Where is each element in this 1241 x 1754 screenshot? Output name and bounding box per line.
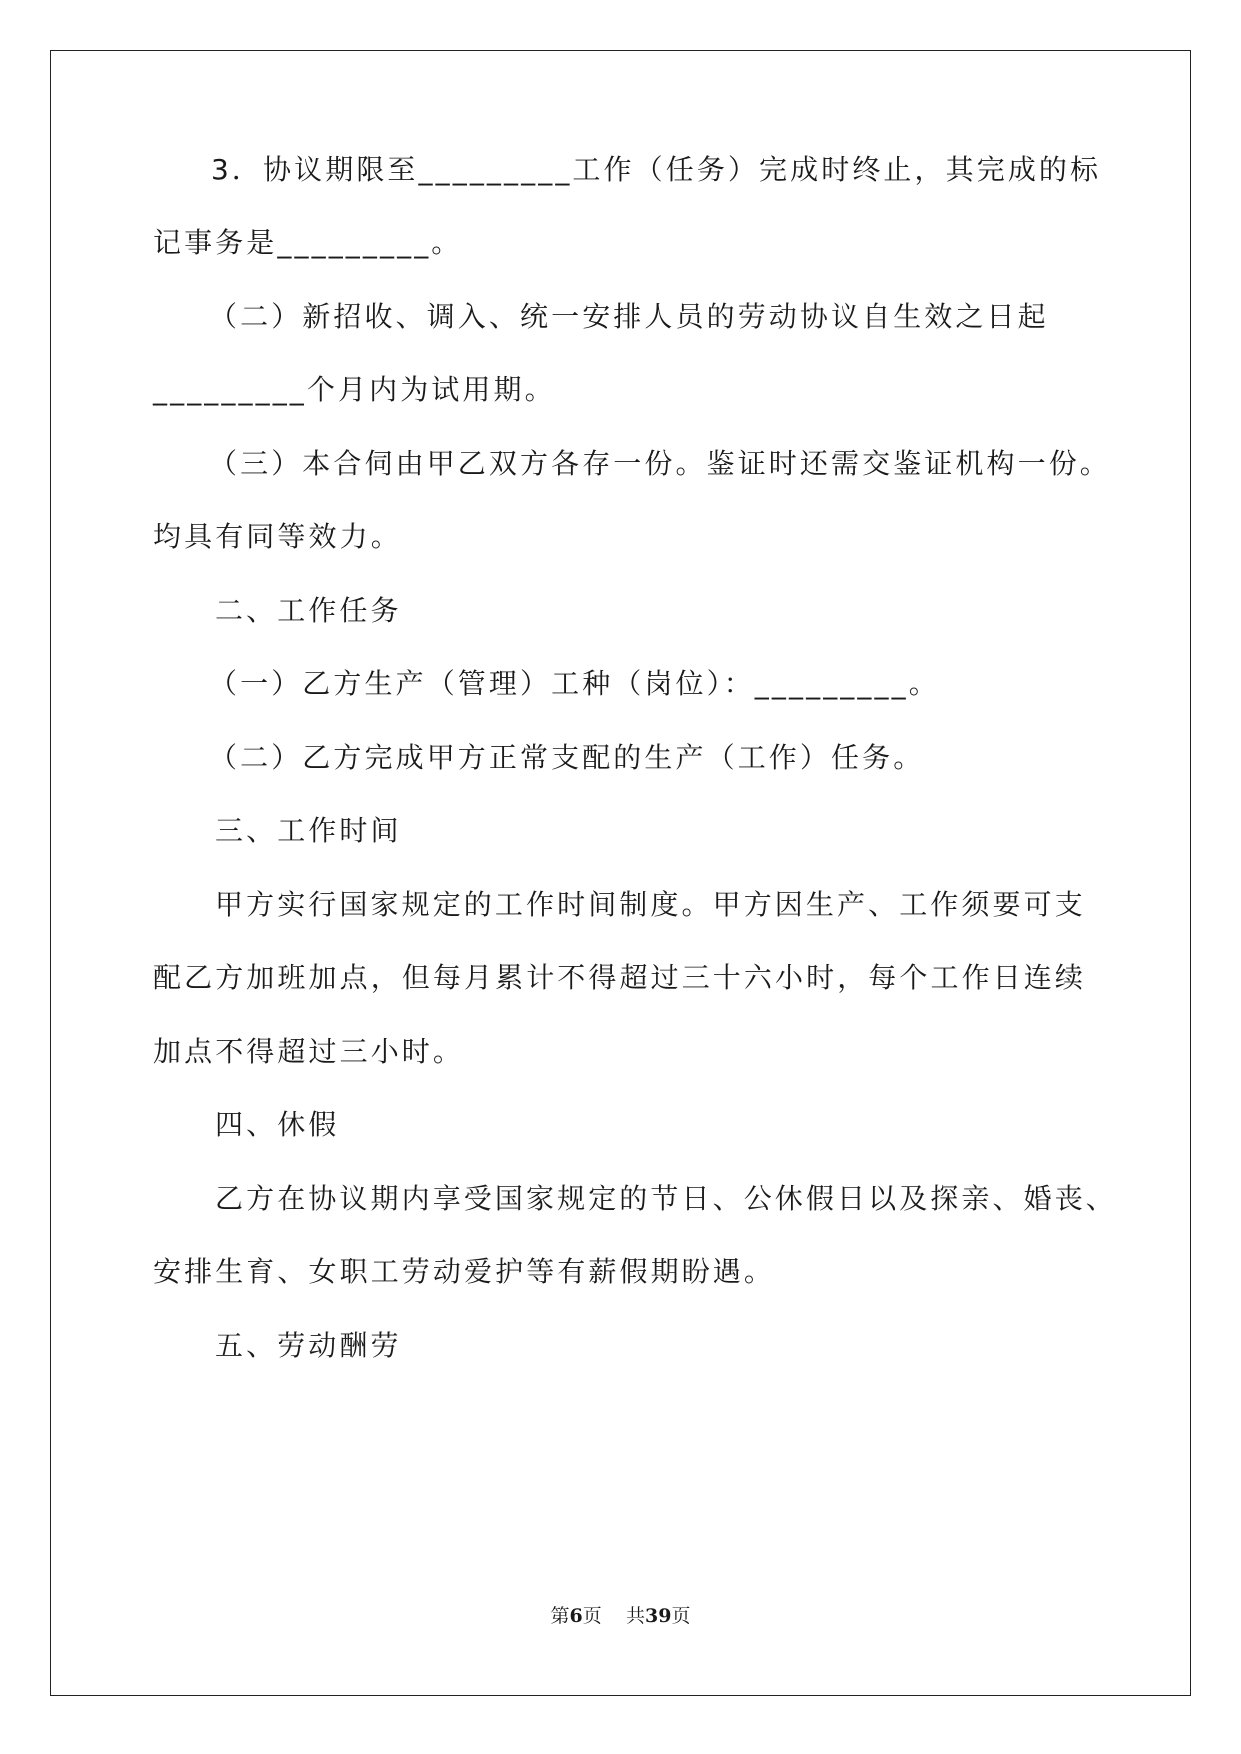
- page-footer: [0, 1604, 1241, 1628]
- footer-page-number: 6: [569, 1605, 583, 1627]
- text-line-4: _________个月内为试用期。: [153, 373, 556, 406]
- text-line-1: 3．协议期限至_________工作（任务）完成时终止，其完成的标: [211, 153, 1102, 186]
- text-line-12: 配乙方加班加点，但每月累计不得超过三十六小时，每个工作日连续: [153, 961, 1087, 994]
- section-heading-work-time: 三、工作时间: [215, 814, 402, 847]
- text-line-16: 安排生育、女职工劳动爱护等有薪假期盼遇。: [153, 1255, 776, 1288]
- text-line-2: 记事务是_________。: [153, 226, 463, 259]
- text-line-5: （三）本合伺由甲乙双方各存一份。鉴证时还需交鉴证机构一份。: [209, 447, 1111, 480]
- text-line-6: 均具有同等效力。: [153, 520, 402, 553]
- page-border: [50, 50, 1191, 1696]
- text-line-15: 乙方在协议期内享受国家规定的节日、公休假日以及探亲、婚丧、: [215, 1182, 1117, 1215]
- text-line-8: （一）乙方生产（管理）工种（岗位）：_________。: [209, 667, 940, 700]
- section-heading-work-tasks: 二、工作任务: [215, 594, 402, 627]
- text-line-11: 甲方实行国家规定的工作时间制度。甲方因生产、工作须要可支: [215, 888, 1086, 921]
- text-line-3: （二）新招收、调入、统一安排人员的劳动协议自生效之日起: [209, 300, 1049, 333]
- text-line-13: 加点不得超过三小时。: [153, 1035, 465, 1068]
- section-heading-remuneration: 五、劳动酬劳: [215, 1329, 402, 1362]
- footer-total-pages: 39: [644, 1605, 672, 1627]
- footer-page-prefix: 第: [550, 1605, 570, 1627]
- footer-page-suffix: 页: [582, 1605, 602, 1627]
- text-line-9: （二）乙方完成甲方正常支配的生产（工作）任务。: [209, 741, 925, 774]
- section-heading-vacation: 四、休假: [215, 1108, 340, 1141]
- footer-total-prefix: 共: [625, 1605, 645, 1627]
- footer-total-suffix: 页: [671, 1605, 691, 1627]
